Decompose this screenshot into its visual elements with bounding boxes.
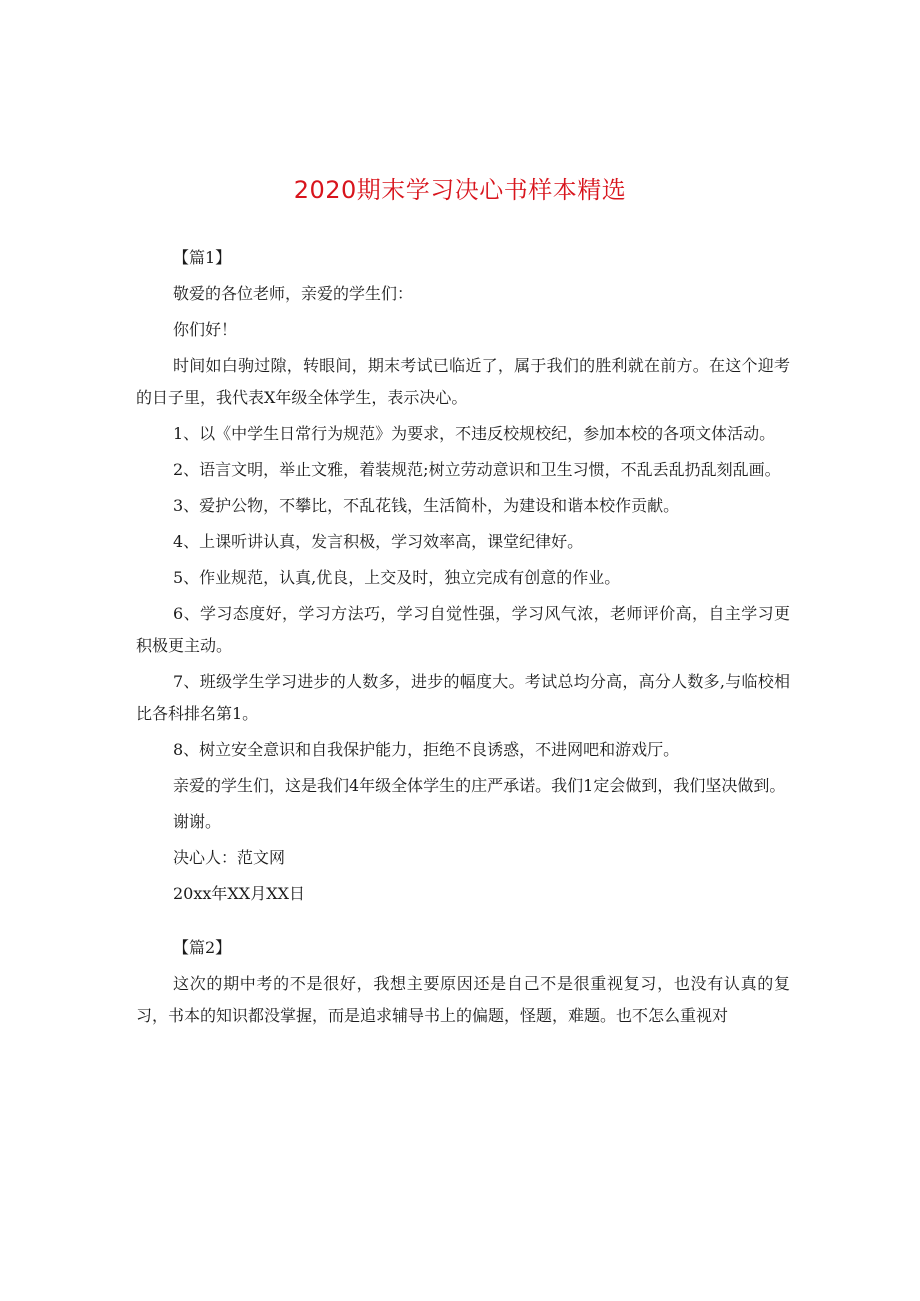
signer: 决心人：范文网	[173, 848, 286, 867]
list-item: 7、班级学生学习进步的人数多，进步的幅度大。考试总均分高，高分人数多,与临校相比各科排名第1。	[136, 672, 790, 723]
section-heading: 【篇2】	[173, 938, 232, 957]
thanks: 谢谢。	[173, 812, 222, 831]
list-item: 8、树立安全意识和自我保护能力，拒绝不良诱惑，不进网吧和游戏厅。	[173, 740, 680, 759]
hello: 你们好！	[173, 320, 238, 339]
list-item: 4、上课听讲认真，发言积极，学习效率高，课堂纪律好。	[173, 532, 584, 551]
document-title: 2020期末学习决心书样本精选	[293, 176, 627, 204]
list-item: 2、语言文明，举止文雅，着装规范;树立劳动意识和卫生习惯，不乱丢乱扔乱刻乱画。	[173, 460, 781, 479]
list-item: 1、以《中学生日常行为规范》为要求，不违反校规校纪，参加本校的各项文体活动。	[173, 424, 776, 443]
date: 20xx年XX月XX日	[173, 884, 305, 903]
paragraph: 时间如白驹过隙，转眼间，期末考试已临近了，属于我们的胜利就在前方。在这个迎考的日子里，我代表X年级全体学生，表示决心。	[136, 356, 790, 407]
document-body	[136, 242, 790, 1032]
section-gap	[136, 914, 790, 932]
paragraph: 亲爱的学生们，这是我们4年级全体学生的庄严承诺。我们1定会做到，我们坚决做到。	[173, 776, 786, 795]
list-item: 5、作业规范，认真,优良，上交及时，独立完成有创意的作业。	[173, 568, 621, 587]
list-item: 3、爱护公物，不攀比，不乱花钱，生活简朴，为建设和谐本校作贡献。	[173, 496, 680, 515]
paragraph: 这次的期中考的不是很好，我想主要原因还是自己不是很重视复习，也没有认真的复习，书本的知识都没掌握，而是追求辅导书上的偏题，怪题，难题。也不怎么重视对	[136, 974, 790, 1025]
greeting: 敬爱的各位老师，亲爱的学生们：	[173, 284, 414, 303]
list-item: 6、学习态度好，学习方法巧，学习自觉性强，学习风气浓，老师评价高，自主学习更积极更主动。	[136, 604, 790, 655]
section-heading: 【篇1】	[173, 248, 232, 267]
